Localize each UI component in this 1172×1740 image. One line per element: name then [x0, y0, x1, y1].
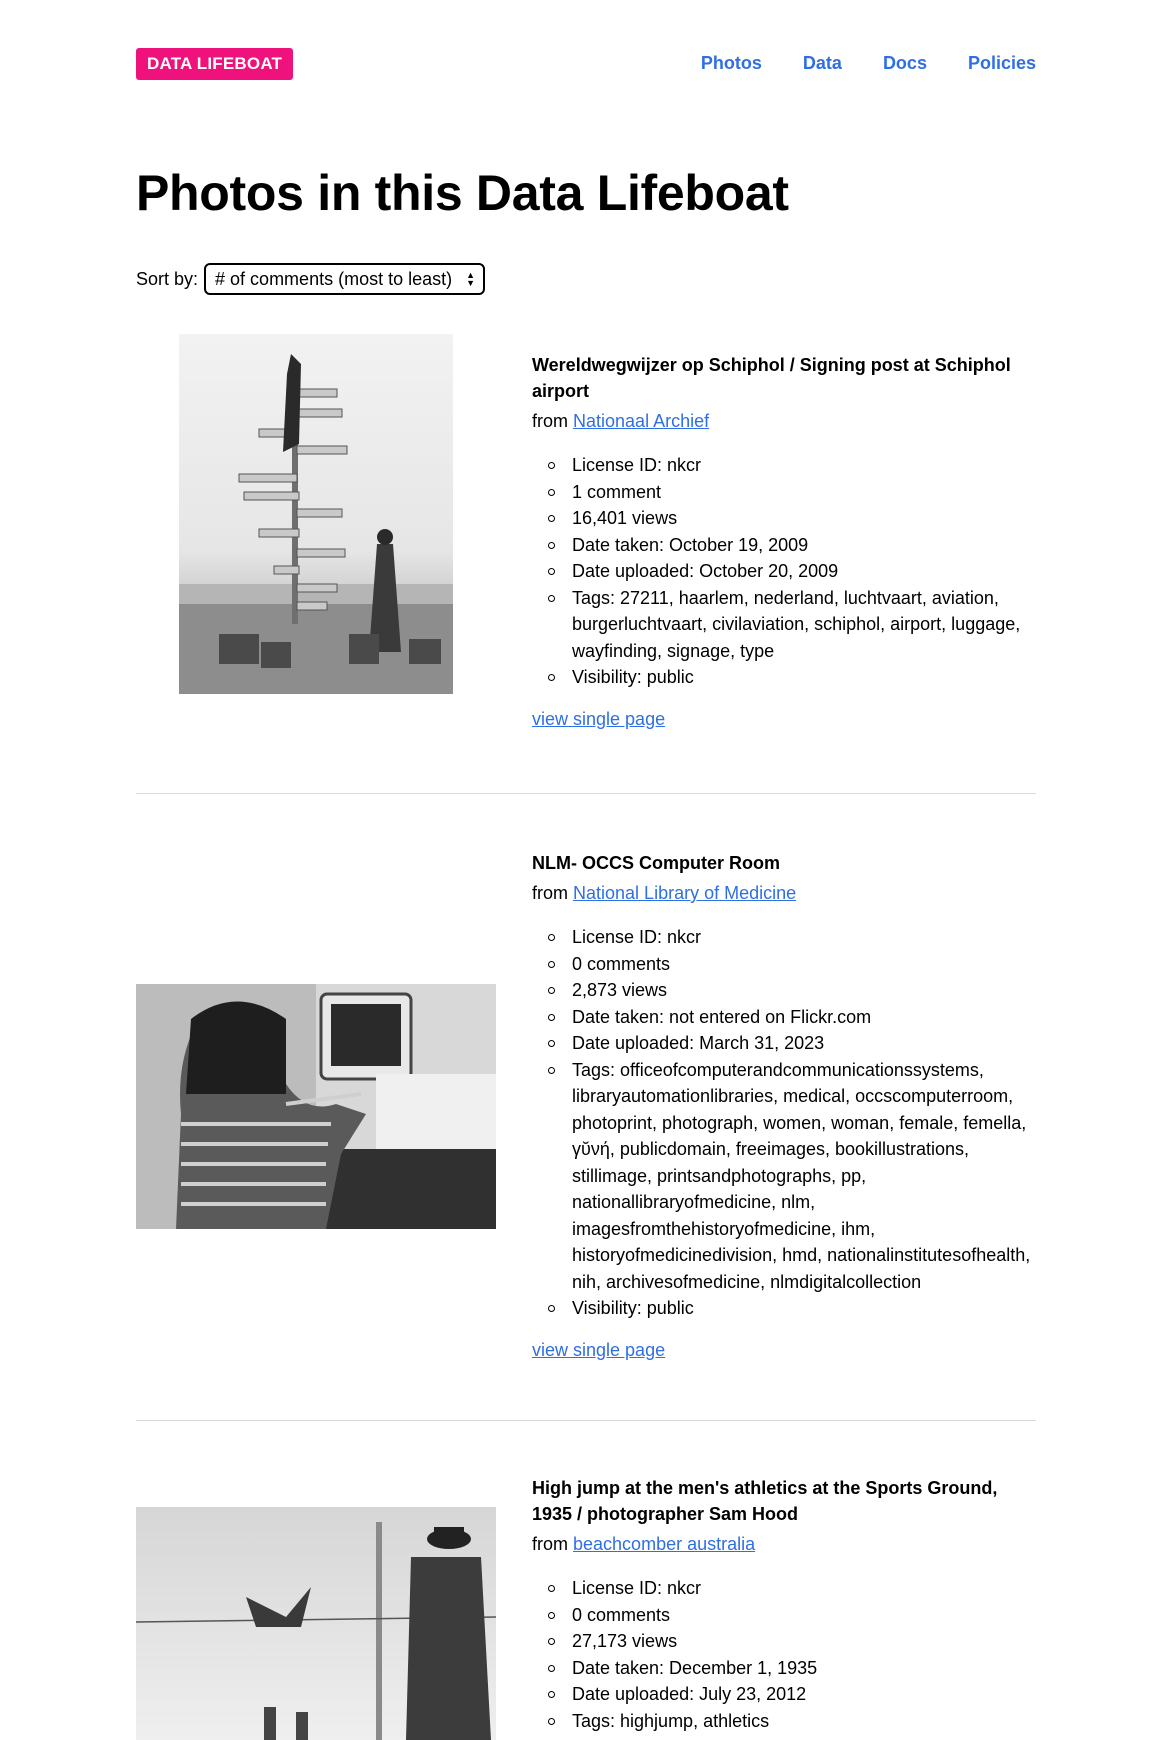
detail-date-uploaded: Date uploaded: July 23, 2012 — [572, 1681, 1042, 1708]
sort-label: Sort by: — [136, 268, 199, 289]
detail-tags: Tags: highjump, athletics — [572, 1708, 1042, 1735]
detail-date-uploaded: Date uploaded: March 31, 2023 — [572, 1030, 1042, 1057]
photo-owner-line — [532, 880, 1042, 906]
photo-title: High jump at the men's athletics at the Sports Ground, 1935 / photographer Sam Hood — [532, 1478, 998, 1524]
detail-views: 27,173 views — [572, 1628, 1042, 1655]
detail-license: License ID: nkcr — [572, 452, 1042, 479]
photo-info — [532, 352, 1042, 730]
detail-visibility: Visibility: public — [572, 1295, 1042, 1322]
detail-date-taken: Date taken: not entered on Flickr.com — [572, 1004, 1042, 1031]
photo-owner-link[interactable]: National Library of Medicine — [573, 883, 797, 903]
divider — [136, 1420, 1036, 1421]
detail-comments: 0 comments — [572, 1602, 1042, 1629]
nav-photos[interactable]: Photos — [700, 53, 762, 73]
photo-title: Wereldwegwijzer op Schiphol / Signing post at Schiphol airport — [532, 355, 1011, 401]
nav-data[interactable]: Data — [802, 53, 842, 73]
detail-views: 2,873 views — [572, 977, 1042, 1004]
photo-thumbnail[interactable] — [136, 1507, 496, 1740]
photo-owner-line — [532, 408, 1042, 434]
detail-date-uploaded: Date uploaded: October 20, 2009 — [572, 558, 1042, 585]
site-logo[interactable]: DATA LIFEBOAT — [136, 48, 293, 80]
detail-license: License ID: nkcr — [572, 924, 1042, 951]
view-single-page-link[interactable]: view single page — [532, 708, 666, 729]
detail-date-taken: Date taken: October 19, 2009 — [572, 532, 1042, 559]
detail-comments: 1 comment — [572, 479, 1042, 506]
photo-details-list — [532, 1575, 1042, 1734]
detail-views: 16,401 views — [572, 505, 1042, 532]
divider — [136, 793, 1036, 794]
high-jump-photo-image — [136, 1507, 496, 1740]
photo-owner-link[interactable]: Nationaal Archief — [573, 411, 710, 431]
from-prefix: from — [532, 883, 568, 903]
nav-docs[interactable]: Docs — [882, 53, 927, 73]
page-title: Photos in this Data Lifeboat — [136, 165, 789, 221]
photo-title: NLM- OCCS Computer Room — [532, 853, 780, 873]
photo-owner-link[interactable]: beachcomber australia — [573, 1534, 756, 1554]
view-single-page-link[interactable]: view single page — [532, 1339, 666, 1360]
sort-control — [136, 263, 485, 295]
sort-select[interactable] — [204, 263, 485, 295]
detail-visibility: Visibility: public — [572, 664, 1042, 691]
computer-room-photo-image — [136, 984, 496, 1229]
detail-date-taken: Date taken: December 1, 1935 — [572, 1655, 1042, 1682]
photo-owner-line — [532, 1531, 1042, 1557]
nav-policies[interactable]: Policies — [967, 53, 1036, 73]
select-arrows-icon: ▲ ▼ — [466, 270, 476, 288]
photo-details-list — [532, 452, 1042, 691]
from-prefix: from — [532, 411, 568, 431]
detail-comments: 0 comments — [572, 951, 1042, 978]
detail-license: License ID: nkcr — [572, 1575, 1042, 1602]
photo-info — [532, 1475, 1042, 1734]
photo-thumbnail[interactable] — [136, 984, 496, 1229]
signpost-photo-image — [179, 334, 453, 694]
photo-info — [532, 850, 1042, 1361]
sort-selected-value: # of comments (most to least) — [215, 268, 453, 289]
photo-details-list — [532, 924, 1042, 1322]
main-nav — [701, 53, 1036, 74]
site-header — [136, 48, 1036, 82]
photo-thumbnail[interactable] — [179, 334, 453, 694]
detail-tags: Tags: 27211, haarlem, nederland, luchtvaart, aviation, burgerluchtvaart, civilaviation, schiphol, airport, luggage, wayfinding, signage, type — [572, 585, 1042, 665]
detail-tags: Tags: officeofcomputerandcommunicationssystems, libraryautomationlibraries, medical, occscomputerroom, photoprint, photograph, women, woman, female, femella, γῠνή, publicdomain, freeimages, bookillustrations, stillimage, printsandphotographs, pp, nationallibraryofmedicine, nlm, imagesfromthehistoryofmedicine, ihm, historyofmedicinedivision, hmd, nationalinstitutesofhealth, nih, archivesofmedicine, nlmdigitalcollection — [572, 1057, 1042, 1296]
from-prefix: from — [532, 1534, 568, 1554]
